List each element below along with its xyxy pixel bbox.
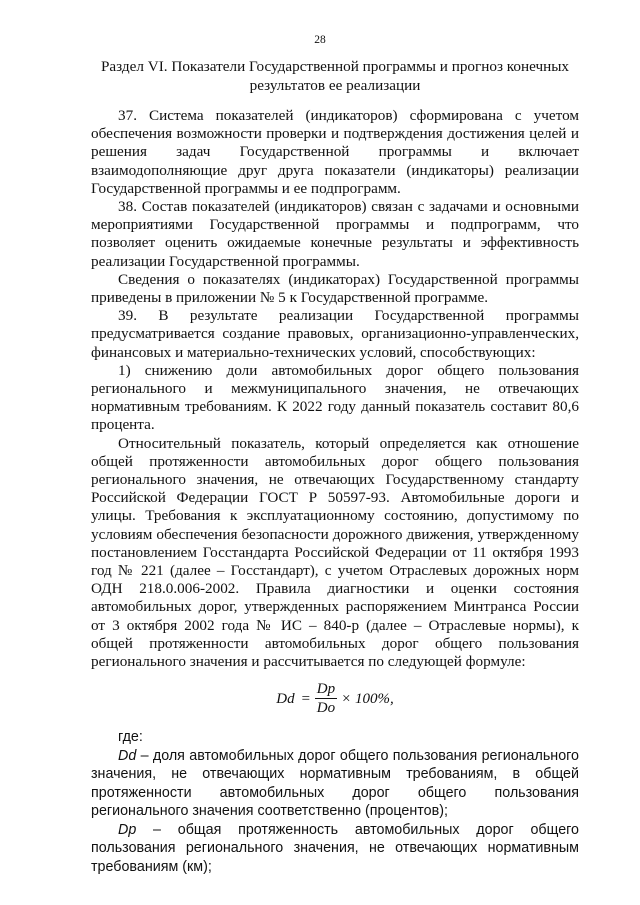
- document-body: [91, 107, 579, 876]
- paragraph-item-1: 1) снижению доли автомобильных дорог общего пользования регионального и межмуниципального значения, не отвечающих нормативным требованиям. К 2022 году данный показатель составит 80,6 процента.: [91, 361, 579, 434]
- formula-fraction: [315, 681, 337, 716]
- definition-dp: [91, 821, 579, 877]
- formula-equals: =: [300, 690, 311, 707]
- formula-numerator: Dp: [316, 681, 336, 698]
- section-heading: [85, 57, 585, 95]
- paragraph-relative-indicator: Относительный показатель, который определяется как отношение общей протяженности автомобильных дорог общего пользования регионального значения, не отвечающих Государственному стандарту Российской Федерации ГОСТ Р 50597-93. Автомобильные дороги и улицы. Требования к эксплуатационному состоянию, допустимому по условиям обеспечения безопасности дорожного движения, утвержденному постановлением Госстандарта Российской Федерации от 11 октября 1993 год № 221 (далее – Госстандарт), с учетом Отраслевых дорожных норм ОДН 218.0.006-2002. Правила диагностики и оценки состояния автомобильных дорог, утвержденных распоряжением Минтранса России от 3 октября 2002 года № ИС – 840-р (далее – Отраслевые нормы), к общей протяженности автомобильных дорог общего пользования регионального значения и рассчитывается по следующей формуле:: [91, 434, 579, 671]
- definition-dd-symbol: Dd: [118, 747, 137, 764]
- formula-denominator: Do: [316, 700, 336, 717]
- definition-dd: [91, 747, 579, 821]
- definition-dp-text: – общая протяженность автомобильных дорог общего пользования регионального значения, не отвечающих нормативным требованиям (км);: [91, 821, 579, 875]
- paragraph-39: 39. В результате реализации Государственной программы предусматривается создание правовых, организационно-управленческих, финансовых и материально-технических условий, способствующих:: [91, 307, 579, 361]
- formula-lhs: Dd: [276, 690, 295, 707]
- definition-dd-text: – доля автомобильных дорог общего пользования регионального значения, не отвечающих нормативным требованиям, в общей протяженности автомобильных дорог общего пользования регионального значения соответственно (процентов);: [91, 747, 579, 820]
- where-label: где:: [118, 729, 143, 746]
- paragraph-37: 37. Система показателей (индикаторов) сформирована с учетом обеспечения возможности проверки и подтверждения достижения целей и решения задач Государственной программы и включает взаимодополняющие друг друга показатели (индикаторы) реализации Государственной программы и ее подпрограмм.: [91, 107, 579, 197]
- formula: [91, 681, 579, 716]
- page-number: 28: [314, 34, 326, 46]
- section-heading-line-2: результатов ее реализации: [249, 77, 421, 94]
- formula-multiplier: × 100%,: [341, 690, 394, 707]
- paragraph-indicators-info: Сведения о показателях (индикаторах) Государственной программы приведены в приложении № 5 к Государственной программе.: [91, 270, 579, 307]
- definition-dp-symbol: Dp: [118, 821, 137, 838]
- paragraph-38: 38. Состав показателей (индикаторов) связан с задачами и основными мероприятиями Государственной программы и подпрограмм, что позволяет оценить ожидаемые конечные результаты и эффективность реализации Государственной программы.: [91, 198, 579, 270]
- section-heading-line-1: Раздел VI. Показатели Государственной программы и прогноз конечных: [100, 58, 570, 75]
